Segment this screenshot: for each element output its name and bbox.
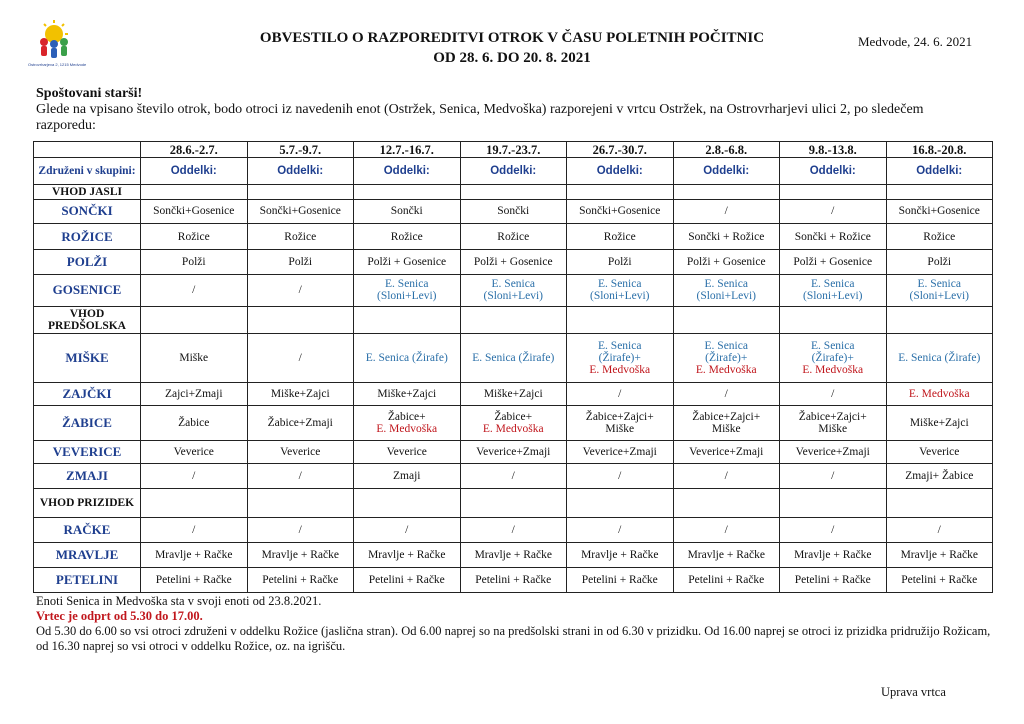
table-cell: Zmaji (354, 464, 461, 489)
table-cell: Veverice (354, 440, 461, 464)
table-cell: Miške (141, 334, 248, 382)
week-header: 12.7.-16.7. (354, 142, 461, 158)
week-header: 26.7.-30.7. (567, 142, 674, 158)
table-cell: Mravlje + Račke (460, 543, 567, 568)
table-cell: Rožice (460, 224, 567, 250)
table-cell: Veverice+Zmaji (567, 440, 674, 464)
table-cell: Žabice+ E. Medvoška (354, 405, 461, 440)
group-name: VEVERICE (34, 440, 141, 464)
table-cell: / (780, 464, 887, 489)
table-cell: E. Senica (Žirafe) (886, 334, 993, 382)
table-cell: / (886, 517, 993, 543)
table-cell: Miške+Zajci (886, 405, 993, 440)
table-cell: Veverice (247, 440, 354, 464)
table-cell: / (673, 517, 780, 543)
table-cell: Žabice+ E. Medvoška (460, 405, 567, 440)
table-cell: / (247, 464, 354, 489)
table-row (34, 158, 993, 185)
table-cell: Petelini + Račke (141, 568, 248, 593)
group-name: ZAJČKI (34, 382, 141, 405)
table-row (34, 306, 993, 334)
table-cell: E. Senica (Sloni+Levi) (780, 274, 887, 306)
group-name: RAČKE (34, 517, 141, 543)
group-name: ROŽICE (34, 224, 141, 250)
table-row (34, 440, 993, 464)
week-header: 2.8.-6.8. (673, 142, 780, 158)
entry-jasli: VHOD JASLI (34, 185, 141, 199)
group-name: MRAVLJE (34, 543, 141, 568)
table-cell: E. Senica (Žirafe)+ E. Medvoška (780, 334, 887, 382)
table-cell: Miške+Zajci (354, 382, 461, 405)
table-cell: / (247, 517, 354, 543)
table-cell: Sončki + Rožice (780, 224, 887, 250)
table-cell: Veverice (886, 440, 993, 464)
week-header: 28.6.-2.7. (141, 142, 248, 158)
table-row (34, 250, 993, 275)
table-cell: / (460, 517, 567, 543)
table-cell: Sončki+Gosenice (247, 199, 354, 224)
table-cell: Polži + Gosenice (673, 250, 780, 275)
table-cell: Zajci+Zmaji (141, 382, 248, 405)
table-cell: Polži (141, 250, 248, 275)
table-row (34, 185, 993, 199)
table-cell: / (141, 517, 248, 543)
table-cell: Veverice+Zmaji (460, 440, 567, 464)
table-row (34, 199, 993, 224)
table-cell: Sončki (460, 199, 567, 224)
table-cell: / (141, 464, 248, 489)
table-cell: Polži + Gosenice (354, 250, 461, 275)
table-cell: / (780, 382, 887, 405)
table-cell: / (673, 464, 780, 489)
table-row (34, 334, 993, 382)
note-opening-hours: Vrtec je odprt od 5.30 do 17.00. (36, 609, 203, 623)
table-cell: Polži + Gosenice (780, 250, 887, 275)
table-cell: Sončki (354, 199, 461, 224)
table-row (34, 488, 993, 517)
schedule-table (33, 141, 993, 593)
table-cell: Miške+Zajci (460, 382, 567, 405)
group-name: MIŠKE (34, 334, 141, 382)
dept-label: Oddelki: (247, 158, 354, 185)
table-cell: Polži (247, 250, 354, 275)
table-cell: Mravlje + Račke (673, 543, 780, 568)
table-cell: / (141, 274, 248, 306)
table-cell: Veverice+Zmaji (780, 440, 887, 464)
dept-label: Oddelki: (567, 158, 674, 185)
table-cell: Žabice+Zajci+ Miške (567, 405, 674, 440)
table-cell: Sončki + Rožice (673, 224, 780, 250)
intro-text: Glede na vpisano število otrok, bodo otroci iz navedenih enot (Ostržek, Senica, Medvoška) razporejeni v vrtcu Ostržek, na Ostrovrharjevi ulici 2, po sledečem razporedu: (36, 102, 924, 133)
table-cell: / (673, 382, 780, 405)
week-header: 19.7.-23.7. (460, 142, 567, 158)
table-cell: Sončki+Gosenice (141, 199, 248, 224)
table-cell: E. Senica (Sloni+Levi) (673, 274, 780, 306)
group-name: GOSENICE (34, 274, 141, 306)
table-cell: Rožice (141, 224, 248, 250)
dept-label: Oddelki: (354, 158, 461, 185)
table-cell: E. Senica (Sloni+Levi) (354, 274, 461, 306)
table-cell: Mravlje + Račke (247, 543, 354, 568)
group-name: PETELINI (34, 568, 141, 593)
table-cell: Polži (567, 250, 674, 275)
table-cell: Petelini + Račke (354, 568, 461, 593)
dept-label: Oddelki: (460, 158, 567, 185)
table-cell: Polži + Gosenice (460, 250, 567, 275)
table-cell: Sončki+Gosenice (567, 199, 674, 224)
table-row (34, 405, 993, 440)
dept-label: Oddelki: (141, 158, 248, 185)
week-header: 16.8.-20.8. (886, 142, 993, 158)
table-cell: Žabice (141, 405, 248, 440)
table-cell: Petelini + Račke (247, 568, 354, 593)
group-name: ŽABICE (34, 405, 141, 440)
table-cell: / (567, 382, 674, 405)
logo-caption: Ostrovrharjeva 2, 1215 Medvode (28, 62, 87, 67)
table-cell: / (354, 517, 461, 543)
signoff: Uprava vrtca (881, 685, 946, 699)
table-cell: Petelini + Račke (460, 568, 567, 593)
table-row (34, 382, 993, 405)
table-cell: Veverice (141, 440, 248, 464)
group-name: SONČKI (34, 199, 141, 224)
table-cell: Žabice+Zmaji (247, 405, 354, 440)
table-cell: E. Senica (Žirafe)+ E. Medvoška (673, 334, 780, 382)
table-cell: E. Medvoška (886, 382, 993, 405)
table-cell: / (247, 334, 354, 382)
page-subtitle: OD 28. 6. DO 20. 8. 2021 (433, 50, 591, 66)
table-row (34, 224, 993, 250)
group-name: ZMAJI (34, 464, 141, 489)
table-cell: / (460, 464, 567, 489)
table-cell: Mravlje + Račke (567, 543, 674, 568)
table-cell: Petelini + Račke (673, 568, 780, 593)
table-cell: E. Senica (Žirafe) (354, 334, 461, 382)
table-cell: Rožice (247, 224, 354, 250)
table-cell: Žabice+Zajci+ Miške (673, 405, 780, 440)
table-cell: / (567, 517, 674, 543)
dept-label: Oddelki: (673, 158, 780, 185)
table-cell: Rožice (354, 224, 461, 250)
table-cell: Polži (886, 250, 993, 275)
group-header: Združeni v skupini: (34, 158, 141, 185)
corner-cell (34, 142, 141, 158)
dept-label: Oddelki: (780, 158, 887, 185)
table-row (34, 568, 993, 593)
table-row (34, 274, 993, 306)
table-cell: Rožice (567, 224, 674, 250)
notes (36, 594, 996, 654)
table-cell: / (780, 199, 887, 224)
table-cell: Petelini + Račke (886, 568, 993, 593)
table-cell: Veverice+Zmaji (673, 440, 780, 464)
entry-prizidek: VHOD PRIZIDEK (34, 488, 141, 517)
note-units: Enoti Senica in Medvoška sta v svoji enoti od 23.8.2021. (36, 594, 322, 608)
week-header: 5.7.-9.7. (247, 142, 354, 158)
table-cell: / (673, 199, 780, 224)
entry-predsolska: VHOD PREDŠOLSKA (34, 306, 141, 334)
table-cell: Mravlje + Račke (354, 543, 461, 568)
table-cell: Petelini + Račke (567, 568, 674, 593)
group-name: POLŽI (34, 250, 141, 275)
table-cell: Mravlje + Račke (780, 543, 887, 568)
greeting: Spoštovani starši! (36, 86, 143, 101)
table-cell: E. Senica (Sloni+Levi) (567, 274, 674, 306)
table-cell: E. Senica (Žirafe)+ E. Medvoška (567, 334, 674, 382)
note-schedule: Od 5.30 do 6.00 so vsi otroci združeni v oddelku Rožice (jaslična stran). Od 6.00 naprej so na predšolski strani in od 6.30 v prizidku. Od 16.00 naprej se otroci iz prizidka pridružijo Rožicam, od 16.30 naprej so vsi otroci v oddelku Rožice, oz. na igrišču. (36, 624, 991, 653)
table-cell: / (780, 517, 887, 543)
table-row (34, 543, 993, 568)
table-cell: Rožice (886, 224, 993, 250)
table-cell: / (247, 274, 354, 306)
week-header: 9.8.-13.8. (780, 142, 887, 158)
table-cell: Mravlje + Račke (886, 543, 993, 568)
table-cell: E. Senica (Sloni+Levi) (460, 274, 567, 306)
table-cell: E. Senica (Sloni+Levi) (886, 274, 993, 306)
table-cell: Miške+Zajci (247, 382, 354, 405)
table-cell: Žabice+Zajci+ Miške (780, 405, 887, 440)
page-title: OBVESTILO O RAZPOREDITVI OTROK V ČASU POLETNIH POČITNIC (259, 30, 765, 46)
table-cell: E. Senica (Žirafe) (460, 334, 567, 382)
table-cell: Mravlje + Račke (141, 543, 248, 568)
table-row (34, 464, 993, 489)
date-place: Medvode, 24. 6. 2021 (858, 34, 973, 49)
table-cell: / (567, 464, 674, 489)
table-row (34, 517, 993, 543)
table-cell: Petelini + Račke (780, 568, 887, 593)
table-cell: Zmaji+ Žabice (886, 464, 993, 489)
table-cell: Sončki+Gosenice (886, 199, 993, 224)
dept-label: Oddelki: (886, 158, 993, 185)
table-row (34, 142, 993, 158)
